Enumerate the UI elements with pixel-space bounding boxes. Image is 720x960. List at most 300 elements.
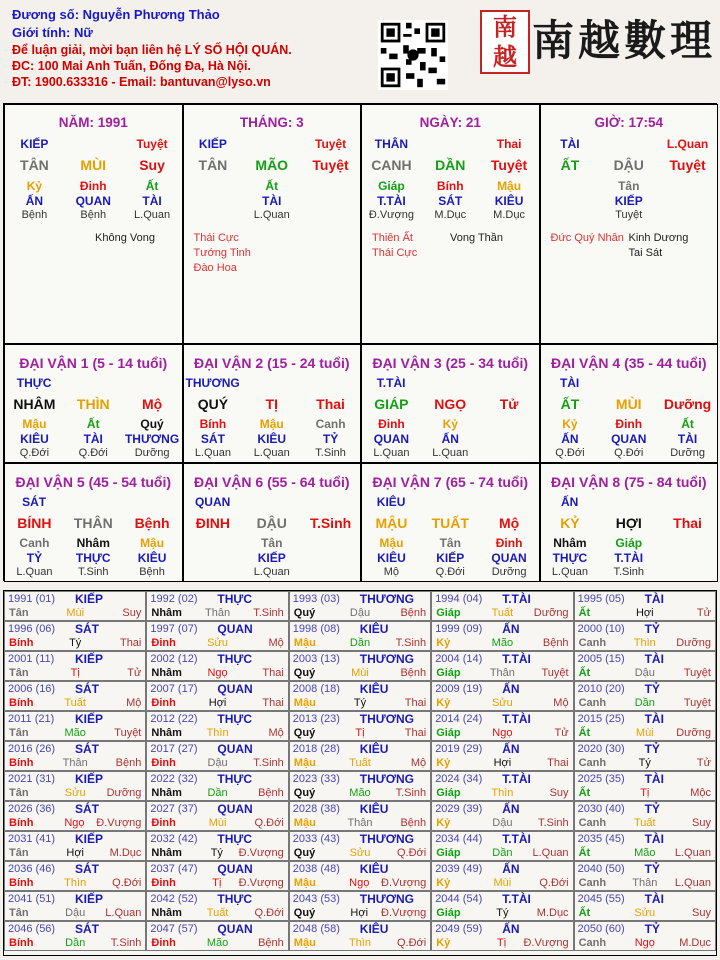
- year-life-stage: T.Sinh: [537, 817, 569, 829]
- year-label: 2027 (37): [150, 803, 198, 815]
- year-ten-god: QUAN: [217, 742, 253, 756]
- year-cell: [289, 741, 431, 771]
- stem-branch-item: Bệnh: [134, 515, 170, 531]
- header-info: [12, 6, 382, 90]
- year-pillar: [147, 817, 287, 829]
- year-pillar: [290, 937, 430, 949]
- life-stage: [362, 566, 539, 578]
- year-ten-god: KIẾP: [75, 832, 104, 846]
- year-branch: Mùi: [208, 817, 227, 829]
- year-stem: Quý: [293, 607, 316, 619]
- year-cell: [574, 741, 716, 771]
- year-cell: [431, 681, 573, 711]
- year-pillar: [5, 637, 145, 649]
- year-label: 2028 (38): [292, 803, 340, 815]
- life-stage-item: [184, 209, 243, 221]
- stem-branch-item: Mộ: [498, 515, 520, 531]
- hidden-stems-item: Bính: [199, 417, 227, 431]
- life-stage: [184, 447, 361, 459]
- year-life-stage: Tử: [127, 667, 142, 679]
- year-stem: Nhâm: [151, 727, 182, 739]
- hidden-ten-gods-item: KIÊU: [20, 432, 49, 446]
- qr-code-icon[interactable]: [378, 20, 448, 90]
- hidden-stems-item: Mậu: [259, 417, 284, 431]
- year-stem: Ất: [578, 607, 591, 619]
- stem-branch-item: DẦN: [435, 157, 466, 173]
- life-stage: [5, 447, 182, 459]
- year-branch: Tý: [353, 697, 367, 709]
- year-life-stage: Q.Đới: [254, 817, 284, 829]
- year-life-stage: Suy: [692, 817, 711, 829]
- year-ten-god: THƯƠNG: [359, 832, 414, 846]
- year-branch: Ngọ: [634, 937, 655, 949]
- hidden-stems-item: [184, 536, 243, 550]
- pillar-header: GIỜ: 17:54: [594, 115, 664, 130]
- year-stem: Tân: [9, 847, 29, 859]
- year-ten-god: TỶ: [644, 862, 660, 876]
- year-ten-god: THỰC: [217, 592, 253, 606]
- year-branch: Mùi: [351, 667, 369, 679]
- year-pillar: [432, 667, 572, 679]
- year-branch: Tuất: [64, 697, 86, 709]
- year-ten-god: T.TÀI: [502, 712, 531, 726]
- year-stem: Giáp: [436, 607, 461, 619]
- hidden-stems-item: Mậu: [379, 536, 404, 550]
- year-life-stage: L.Quan: [674, 847, 711, 859]
- seal-char: 南: [493, 12, 517, 41]
- ten-god-top-item: [64, 137, 123, 151]
- dai-van-header: ĐẠI VẬN 1 (5 - 14 tuổi): [19, 355, 168, 371]
- year-pillar: [147, 907, 287, 919]
- hidden-ten-gods-item: THỰC: [552, 551, 588, 565]
- hidden-stems-item: [184, 179, 243, 193]
- year-cell: [4, 711, 146, 741]
- hidden-ten-gods: [362, 551, 539, 565]
- year-cell: [431, 771, 573, 801]
- year-pillar: [147, 607, 287, 619]
- year-pillar: [432, 727, 572, 739]
- year-life-stage: Bệnh: [542, 637, 569, 649]
- hidden-stems-item: Tân: [261, 536, 283, 550]
- hidden-ten-gods-item: KIẾP: [436, 551, 465, 565]
- year-cell: [289, 801, 431, 831]
- hidden-ten-gods-item: KIÊU: [377, 551, 406, 565]
- year-label: 2024 (34): [435, 773, 483, 785]
- year-cell: [574, 621, 716, 651]
- year-stem: Nhâm: [151, 907, 182, 919]
- year-stem: Bính: [9, 877, 34, 889]
- year-pillar: [290, 847, 430, 859]
- stem-branch-item: Tuyệt: [669, 157, 706, 173]
- year-stem: Giáp: [436, 907, 461, 919]
- year-cell: [4, 801, 146, 831]
- year-label: 2016 (26): [8, 743, 56, 755]
- year-stem: Kỷ: [436, 937, 451, 949]
- year-branch: Mùi: [66, 607, 85, 619]
- year-pillar: [290, 787, 430, 799]
- year-ten-god: KIÊU: [359, 682, 389, 696]
- hidden-ten-gods-item: KIẾP: [614, 194, 643, 208]
- year-life-stage: Mộ: [268, 727, 284, 739]
- life-stage-item: Q.Đới: [19, 447, 50, 459]
- year-ten-god: T.TÀI: [502, 772, 531, 786]
- year-ten-god: KIẾP: [75, 772, 104, 786]
- year-ten-god: SÁT: [75, 622, 99, 636]
- year-cell: [146, 681, 288, 711]
- year-pillar: [432, 607, 572, 619]
- year-label: 1999 (09): [435, 623, 483, 635]
- year-life-stage: M.Dục: [109, 847, 142, 859]
- year-life-stage: Q.Đới: [396, 937, 427, 949]
- hidden-ten-gods-item: [658, 194, 717, 208]
- year-ten-god: SÁT: [75, 862, 99, 876]
- year-branch: Tuất: [206, 907, 229, 919]
- year-life-stage: Đ.Vượng: [381, 907, 427, 919]
- year-branch: Dậu: [207, 757, 228, 769]
- red-seal-logo: [480, 10, 530, 74]
- year-branch: Sửu: [349, 847, 371, 859]
- year-label: 2014 (24): [435, 713, 483, 725]
- hidden-stems-item: Đinh: [378, 417, 405, 431]
- hidden-stems: [184, 417, 361, 431]
- year-label: 2044 (54): [435, 893, 483, 905]
- hidden-ten-gods-item: ẤN: [25, 194, 44, 208]
- year-life-stage: Tuyệt: [683, 667, 711, 679]
- year-ten-god: THỰC: [217, 712, 253, 726]
- year-branch: Dần: [492, 847, 513, 859]
- year-branch: Tý: [638, 757, 651, 769]
- dai-van-1: [4, 344, 183, 463]
- year-branch: Sửu: [64, 787, 86, 799]
- year-pillar: [290, 607, 430, 619]
- year-branch: Tị: [355, 727, 365, 739]
- year-label: 1992 (02): [150, 593, 198, 605]
- year-stem: Ất: [578, 727, 591, 739]
- hidden-stems-item: Mậu: [140, 536, 165, 550]
- year-branch: Hợi: [350, 907, 369, 919]
- stem-branch-item: Tử: [499, 396, 519, 412]
- year-cell: [431, 651, 573, 681]
- year-branch: Hợi: [66, 847, 84, 859]
- hidden-ten-gods-item: [480, 432, 539, 446]
- year-label: 2043 (53): [292, 893, 340, 905]
- year-cell: [4, 921, 146, 951]
- year-label: 2034 (44): [435, 833, 483, 845]
- year-ten-god: ẤN: [502, 862, 520, 876]
- year-stem: Tân: [9, 667, 29, 679]
- stem-branch: [541, 515, 718, 531]
- hidden-stems: [541, 417, 718, 431]
- year-ten-god: QUAN: [217, 862, 253, 876]
- life-stage-item: M.Dục: [434, 209, 467, 221]
- life-stage-item: Mộ: [383, 566, 400, 578]
- year-pillar: [432, 787, 572, 799]
- year-life-stage: Q.Đới: [539, 877, 569, 889]
- year-life-stage: Q.Đới: [112, 877, 142, 889]
- year-branch: Ngọ: [492, 727, 513, 739]
- life-stage-item: T.Sinh: [613, 566, 645, 578]
- hidden-ten-gods-item: [184, 551, 243, 565]
- year-life-stage: Thai: [404, 727, 427, 739]
- pillar-header: THÁNG: 3: [239, 115, 304, 130]
- year-branch: Tị: [497, 937, 507, 949]
- stars-right: Không Vong: [95, 232, 155, 244]
- dai-van-5: [4, 463, 183, 582]
- life-stage-item: L.Quan: [432, 447, 469, 459]
- hidden-stems-item: Canh: [315, 417, 346, 431]
- year-branch: Tuất: [349, 757, 371, 769]
- year-cell: [4, 861, 146, 891]
- year-branch: Tuất: [491, 607, 514, 619]
- year-ten-god: ẤN: [502, 922, 520, 936]
- year-cell: [574, 921, 716, 951]
- phone-email: ĐT: 1900.633316 - Email: bantuvan@lyso.vn: [12, 75, 271, 89]
- ten-god-top-item: L.Quan: [666, 137, 709, 151]
- hidden-ten-gods: [541, 432, 718, 446]
- year-branch: Thìn: [206, 727, 229, 739]
- year-label: 2025 (35): [577, 773, 625, 785]
- year-stem: Đinh: [151, 757, 176, 769]
- year-label: 2006 (16): [8, 683, 56, 695]
- year-pillar: [432, 907, 572, 919]
- year-ten-god: TÀI: [644, 712, 664, 726]
- year-life-stage: Tử: [696, 607, 711, 619]
- year-stem: Mậu: [293, 937, 316, 949]
- person-name: Đương số: Nguyễn Phương Thảo: [12, 7, 220, 22]
- year-stem: Tân: [9, 787, 29, 799]
- life-stage-item: L.Quan: [253, 447, 290, 459]
- year-branch: Thìn: [348, 937, 371, 949]
- year-stem: Bính: [9, 697, 34, 709]
- hidden-ten-gods-item: [184, 194, 243, 208]
- ten-god: [184, 495, 361, 509]
- year-cell: [431, 621, 573, 651]
- year-ten-god: THỰC: [217, 652, 253, 666]
- year-ten-god: ẤN: [502, 802, 520, 816]
- stem-branch-item: Dưỡng: [663, 396, 712, 412]
- year-cell: [574, 831, 716, 861]
- ten-god-top-item: [421, 137, 480, 151]
- year-stem: Đinh: [151, 877, 176, 889]
- dai-van-7: [361, 463, 540, 582]
- year-ten-god: T.TÀI: [502, 892, 531, 906]
- year-stem: Kỷ: [436, 817, 451, 829]
- stem-branch: [5, 396, 182, 412]
- year-life-stage: Thai: [262, 667, 284, 679]
- stem-branch-item: MẬU: [375, 515, 408, 531]
- year-cell: [574, 711, 716, 741]
- year-stem: Giáp: [436, 727, 461, 739]
- hidden-ten-gods: [5, 551, 182, 565]
- life-stage-item: L.Quan: [373, 447, 410, 459]
- hidden-stems-item: [658, 536, 717, 550]
- year-label: 2022 (32): [150, 773, 198, 785]
- hidden-stems: [362, 179, 539, 193]
- year-label: 2012 (22): [150, 713, 198, 725]
- year-label: 2042 (52): [150, 893, 198, 905]
- stem-branch-item: THÌN: [76, 396, 110, 412]
- year-cell: [146, 921, 288, 951]
- year-life-stage: Bệnh: [258, 937, 284, 949]
- dai-van-8: [540, 463, 719, 582]
- year-label: 2045 (55): [577, 893, 625, 905]
- year-branch: Mão: [349, 787, 371, 799]
- year-stem: Quý: [293, 667, 316, 679]
- year-stem: Nhâm: [151, 847, 182, 859]
- ten-god-top-item: KIẾP: [20, 137, 49, 151]
- year-life-stage: Thai: [404, 697, 427, 709]
- year-ten-god: TÀI: [644, 892, 664, 906]
- life-stage-item: [658, 209, 717, 221]
- year-stem: Tân: [9, 607, 29, 619]
- stem-branch-item: GIÁP: [374, 396, 409, 412]
- hidden-ten-gods-item: QUAN: [611, 432, 647, 446]
- year-stem: Mậu: [293, 877, 316, 889]
- pillar-1: [4, 104, 183, 344]
- ten-god-top-item: Thai: [496, 137, 522, 151]
- stem-branch-item: ẤT: [560, 157, 580, 173]
- year-label: 1991 (01): [8, 593, 56, 605]
- seal-char: 越: [493, 42, 517, 71]
- ten-god: [362, 495, 539, 509]
- year-branch: Thân: [489, 667, 515, 679]
- stem-branch-item: BÍNH: [17, 515, 52, 531]
- hidden-stems-item: [480, 417, 539, 431]
- year-cell: [146, 771, 288, 801]
- ten-god-label: ẤN: [560, 495, 579, 509]
- stem-branch-item: DẬU: [256, 515, 287, 531]
- year-pillar: [147, 697, 287, 709]
- hidden-stems: [184, 179, 361, 193]
- year-cell: [146, 621, 288, 651]
- year-life-stage: Thai: [547, 757, 569, 769]
- year-life-stage: Dưỡng: [106, 787, 142, 799]
- year-branch: Tị: [70, 667, 80, 679]
- hidden-ten-gods-item: SÁT: [200, 432, 225, 446]
- annual-luck-table: [3, 590, 717, 956]
- pillar-2: [183, 104, 362, 344]
- life-stage-item: Q.Đới: [614, 447, 644, 459]
- life-stage-item: Bệnh: [80, 209, 107, 221]
- year-branch: Dậu: [492, 817, 513, 829]
- ten-god: [5, 376, 182, 390]
- year-branch: Sửu: [634, 907, 656, 919]
- year-label: 2048 (58): [292, 923, 340, 935]
- year-ten-god: THỰC: [217, 772, 253, 786]
- hidden-ten-gods-item: TÀI: [262, 194, 282, 208]
- year-pillar: [575, 697, 715, 709]
- stem-branch: [5, 157, 182, 173]
- hidden-ten-gods-item: KIÊU: [137, 551, 167, 565]
- dai-van-2: [183, 344, 362, 463]
- year-life-stage: Đ.Vượng: [381, 877, 427, 889]
- address: ĐC: 100 Mai Anh Tuấn, Đống Đa, Hà Nội.: [12, 59, 251, 73]
- year-cell: [431, 831, 573, 861]
- year-life-stage: Q.Đới: [396, 847, 427, 859]
- year-stem: Kỷ: [436, 697, 451, 709]
- year-label: 2019 (29): [435, 743, 483, 755]
- year-branch: Dần: [349, 637, 371, 649]
- year-stem: Mậu: [293, 757, 316, 769]
- hidden-stems: [362, 536, 539, 550]
- year-cell: [289, 891, 431, 921]
- year-cell: [146, 711, 288, 741]
- year-ten-god: KIẾP: [75, 592, 104, 606]
- life-stage-item: Q.Đới: [555, 447, 585, 459]
- year-stem: Nhâm: [151, 667, 182, 679]
- life-stage-item: M.Dục: [493, 209, 525, 221]
- hidden-stems-item: Ất: [681, 417, 694, 431]
- year-pillar: [432, 877, 572, 889]
- year-cell: [431, 891, 573, 921]
- ten-god-top: [184, 137, 361, 151]
- year-cell: [4, 891, 146, 921]
- year-label: 2030 (40): [577, 803, 625, 815]
- year-label: 2000 (10): [577, 623, 625, 635]
- year-branch: Sửu: [207, 637, 228, 649]
- year-stem: Đinh: [151, 817, 176, 829]
- year-life-stage: T.Sinh: [110, 937, 142, 949]
- year-ten-god: KIÊU: [359, 922, 389, 936]
- pillar-header: NĂM: 1991: [58, 115, 128, 130]
- year-cell: [289, 591, 431, 621]
- hidden-stems-item: Quý: [140, 417, 164, 431]
- stem-branch-item: Mộ: [141, 396, 163, 412]
- year-cell: [4, 651, 146, 681]
- year-label: 1998 (08): [292, 623, 340, 635]
- year-stem: Đinh: [151, 937, 176, 949]
- year-branch: Dậu: [65, 907, 86, 919]
- year-pillar: [432, 847, 572, 859]
- year-life-stage: Đ.Vượng: [238, 877, 284, 889]
- hidden-stems-item: Ất: [86, 417, 100, 431]
- pillar-header: NGÀY: 21: [419, 115, 481, 130]
- year-label: 2049 (59): [435, 923, 483, 935]
- year-label: 2037 (47): [150, 863, 198, 875]
- year-cell: [4, 831, 146, 861]
- hidden-ten-gods: [362, 432, 539, 446]
- life-stage-item: T.Sinh: [77, 566, 109, 578]
- year-life-stage: Tử: [554, 727, 569, 739]
- hidden-stems: [5, 417, 182, 431]
- year-cell: [289, 621, 431, 651]
- year-pillar: [5, 757, 145, 769]
- year-branch: Sửu: [491, 697, 513, 709]
- year-cell: [289, 681, 431, 711]
- year-stem: Đinh: [151, 637, 176, 649]
- year-life-stage: Suy: [549, 787, 569, 799]
- year-life-stage: Đ.Vượng: [96, 817, 142, 829]
- year-ten-god: QUAN: [217, 922, 253, 936]
- year-cell: [431, 711, 573, 741]
- year-ten-god: ẤN: [502, 682, 520, 696]
- dai-van-header: ĐẠI VẬN 3 (25 - 34 tuổi): [372, 355, 529, 371]
- year-cell: [146, 591, 288, 621]
- year-label: 2035 (45): [577, 833, 625, 845]
- hidden-ten-gods-item: KIÊU: [494, 194, 524, 208]
- year-pillar: [575, 607, 715, 619]
- year-cell: [574, 651, 716, 681]
- year-ten-god: QUAN: [217, 682, 253, 696]
- life-stage: [184, 566, 361, 578]
- year-pillar: [5, 817, 145, 829]
- year-ten-god: KIẾP: [75, 712, 104, 726]
- year-ten-god: TỶ: [644, 742, 660, 756]
- life-stage: [5, 566, 182, 578]
- year-stem: Nhâm: [151, 787, 182, 799]
- hidden-ten-gods-item: THỰC: [75, 551, 111, 565]
- year-ten-god: ẤN: [502, 622, 520, 636]
